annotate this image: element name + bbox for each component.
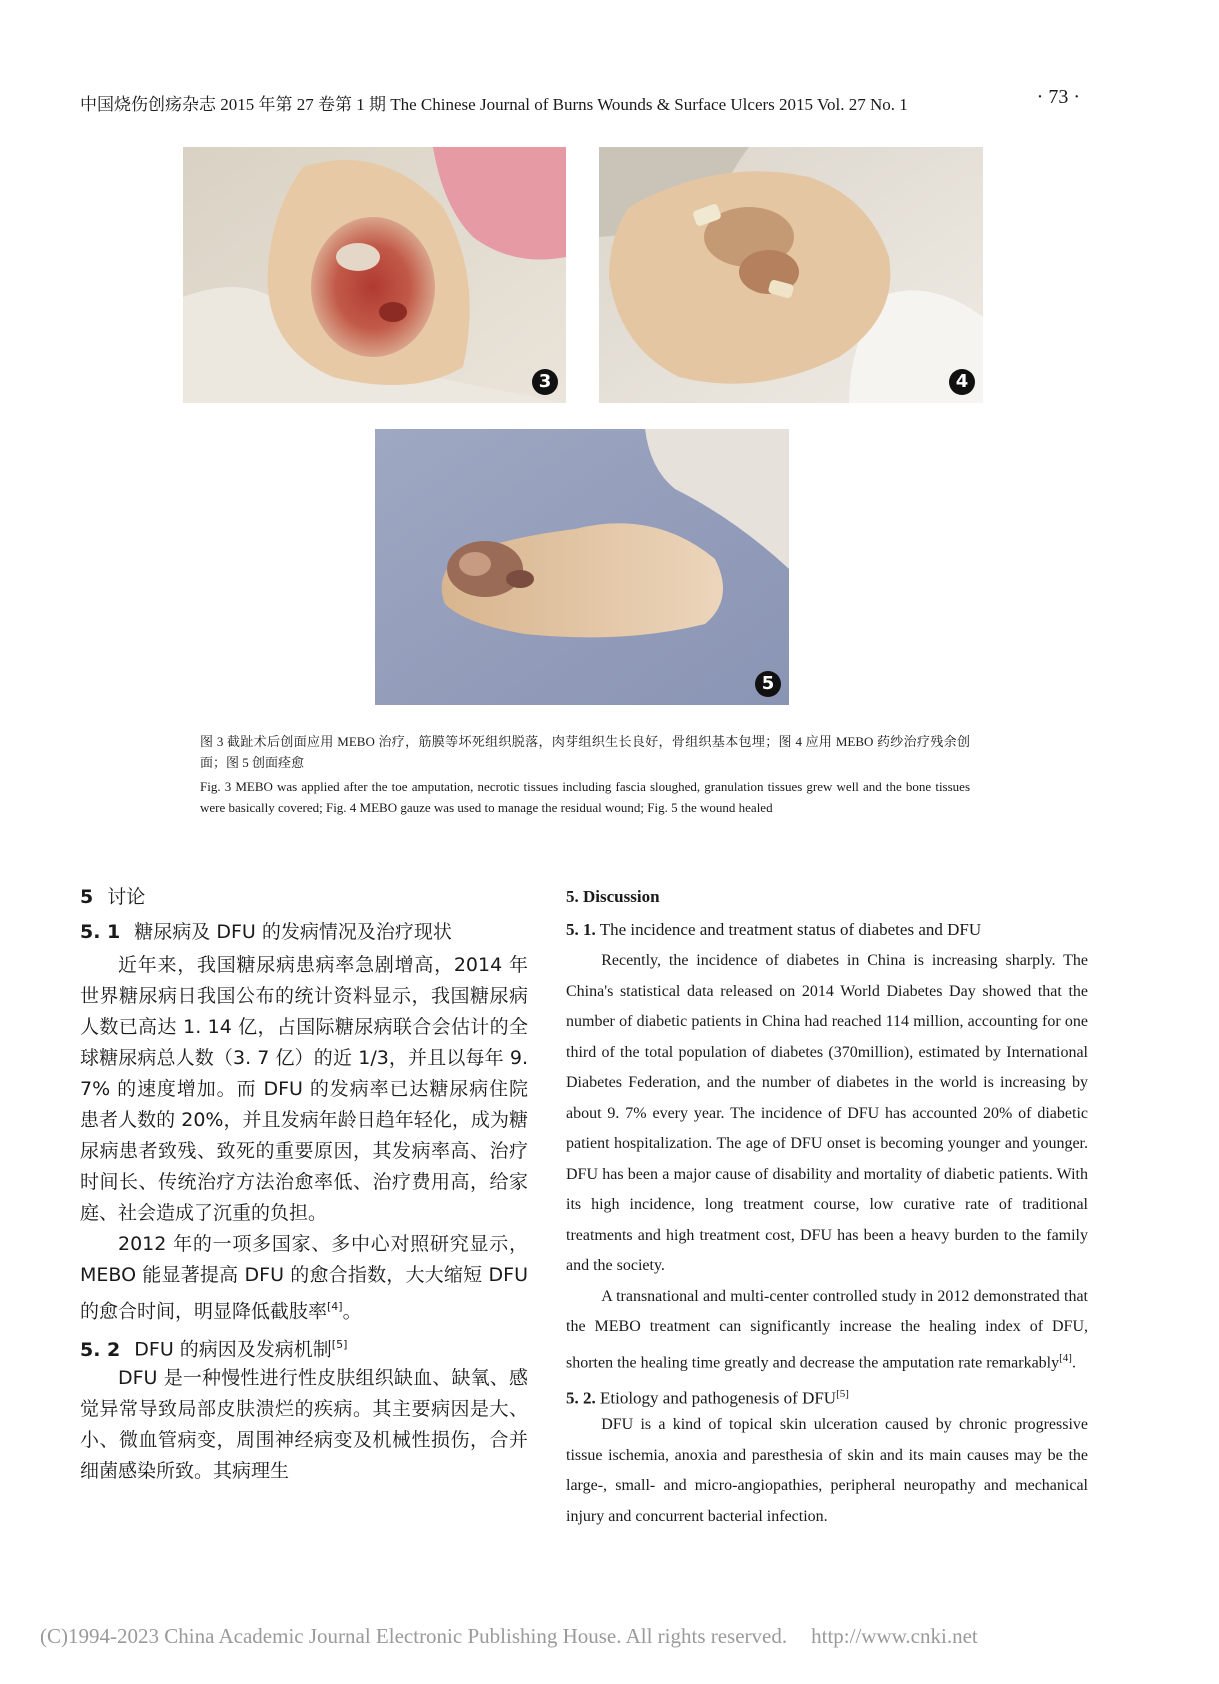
figure-5-badge: 5 — [755, 671, 781, 697]
section-number: 5. 2 — [80, 1338, 121, 1361]
paragraph: DFU is a kind of topical skin ulceration caused by chronic progressive tissue ischemia, anoxia and paresthesia of skin and its main causes may be the large-, small- and micro-angiopathies, peripheral neuropathy and mechanical injury and concurrent bacterial infection. — [566, 1416, 1088, 1525]
section-number: 5. 1 — [80, 921, 121, 943]
paragraph: Recently, the incidence of diabetes in China is increasing sharply. The China's statistical data released on 2014 World Diabetes Day showed that the number of diabetic patients in China had reached 114 million, accounting for one third of the total population of diabetes (370million), estimated by International Diabetes Federation, and the number of diabetes in the world is increasing by about 9. 7% every year. The incidence of DFU has accounted 20% of diabetic patient hospitalization. The age of DFU onset is becoming younger and younger. DFU has been a major cause of disability and mortality of diabetic patients. With its high incidence, long treatment course, low curative rate of traditional treatments and high treatment cost, DFU has been a heavy burden to the family and the society. — [566, 952, 1088, 1274]
section-number: 5. 2. — [566, 1388, 596, 1408]
figure-caption-zh: 图 3 截趾术后创面应用 MEBO 治疗，筋膜等坏死组织脱落，肉芽组织生长良好，骨组织基本包埋；图 4 应用 MEBO 药纱治疗残余创面；图 5 创面痊愈 — [200, 734, 970, 770]
paragraph-end: . — [1071, 1353, 1076, 1371]
figure-4-photo — [599, 147, 983, 403]
copyright-text: (C)1994-2023 China Academic Journal Electronic Publishing House. All rights reserved. — [40, 1624, 788, 1648]
running-header — [80, 86, 1080, 114]
section-heading-5-en: 5. Discussion — [566, 887, 660, 906]
paragraph-text: 2012 年的一项多国家、多中心对照研究显示，MEBO 能显著提高 DFU 的愈合指数，大大缩短 DFU 的愈合时间，明显降低截肢率 — [80, 1233, 528, 1323]
section-title: The incidence and treatment status of diabetes and DFU — [595, 920, 982, 939]
paragraph-text: A transnational and multi-center controlled study in 2012 demonstrated that the MEBO treatment can significantly increase the healing index of DFU, shorten the healing time greatly and decrease the amputation rate remarkably — [566, 1287, 1088, 1371]
section-number: 5. 1. — [566, 920, 596, 939]
footer-url: http://www.cnki.net — [811, 1624, 978, 1648]
page-number: · 73 · — [1036, 86, 1080, 108]
section-heading-5-2 — [80, 1327, 528, 1363]
citation: [4] — [327, 1300, 343, 1313]
paragraph-end: 。 — [342, 1300, 362, 1323]
paragraph — [80, 1229, 528, 1327]
section-heading-5-1-en — [566, 914, 1088, 946]
section-heading-5 — [80, 880, 528, 914]
citation: [4] — [1059, 1351, 1072, 1364]
english-column — [566, 880, 1088, 1532]
section-title: 讨论 — [107, 886, 146, 908]
figure-4-badge: 4 — [949, 369, 975, 395]
section-title: Etiology and pathogenesis of DFU — [595, 1388, 837, 1408]
copyright-footer — [40, 1624, 1140, 1649]
figure-3-badge: 3 — [532, 369, 558, 395]
paragraph: 近年来，我国糖尿病患病率急剧增高，2014 年世界糖尿病日我国公布的统计资料显示，我国糖尿病人数已高达 1. 14 亿，占国际糖尿病联合会估计的全球糖尿病总人数（3. 7 亿）的近 1/3，并且以每年 9. 7% 的速度增加。而 DFU 的发病率已达糖尿病住院患者人数的 20%，并且发病年龄日趋年轻化，成为糖尿病患者致残、致死的重要原因，其发病率高、治疗时间长、传统治疗方法治愈率低、治疗费用高，给家庭、社会造成了沉重的负担。 — [80, 954, 528, 1224]
figure-3-photo — [183, 147, 566, 403]
section-title: 糖尿病及 DFU 的发病情况及治疗现状 — [134, 921, 452, 943]
paragraph — [566, 1282, 1088, 1379]
chinese-column — [80, 880, 528, 1487]
section-number: 5 — [80, 886, 94, 908]
citation: [5] — [331, 1338, 348, 1352]
figure-caption-en: Fig. 3 MEBO was applied after the toe amputation, necrotic tissues including fascia sloughed, granulation tissues grew well and the bone tissues were basically covered; Fig. 4 MEBO gauze was used to manage the residual wound; Fig. 5 the wound healed — [200, 779, 970, 815]
citation: [5] — [836, 1388, 849, 1401]
journal-header: 中国烧伤创疡杂志 2015 年第 27 卷第 1 期 The Chinese Journal of Burns Wounds & Surface Ulcers 2015 Vol. 27 No. 1 — [80, 95, 908, 114]
figure-5-photo — [375, 429, 789, 705]
section-heading-5-2-en — [566, 1378, 1088, 1410]
section-heading-5-1 — [80, 914, 528, 950]
paragraph: DFU 是一种慢性进行性皮肤组织缺血、缺氧、感觉异常导致局部皮肤溃烂的疾病。其主要病因是大、小、微血管病变，周围神经病变及机械性损伤，合并细菌感染所致。其病理生 — [80, 1367, 528, 1483]
section-title: DFU 的病因及发病机制 — [134, 1338, 332, 1361]
